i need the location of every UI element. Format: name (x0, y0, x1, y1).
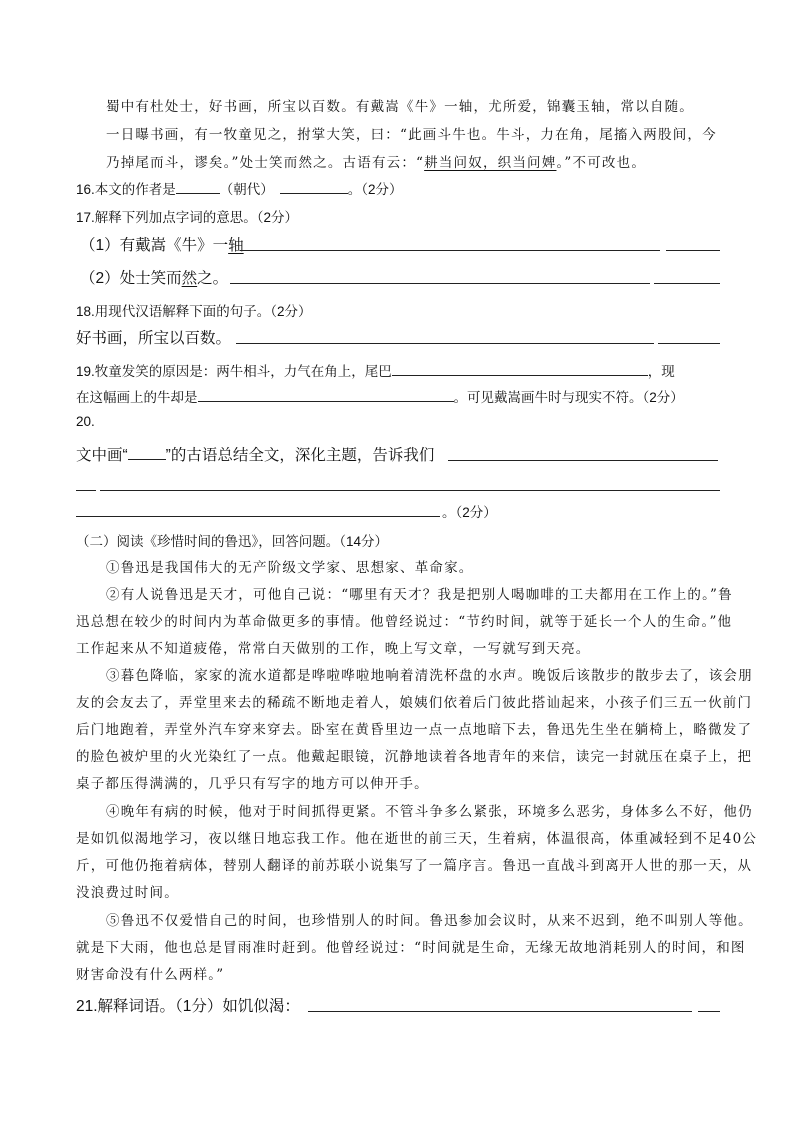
q19-blank-2[interactable] (198, 387, 454, 402)
p4-line-2: 是如饥似渴地学习，夜以继日地忘我工作。他在逝世的前三天，生着病，体温很高，体重减轻到不足40公 (76, 831, 758, 847)
p5-line-3: 财害命没有什么两样。” (76, 967, 225, 983)
q20-score: 。（2分） (442, 505, 497, 520)
q17-answer-line-2[interactable] (230, 283, 650, 284)
q18-sentence: 好书画，所宝以百数。 (76, 330, 232, 347)
q16-dynasty-blank[interactable] (280, 179, 348, 194)
q17-item-1 (80, 233, 244, 255)
p2-line-1: ②有人说鲁迅是天才，可他自己说：“哪里有天才？我是把别人喝咖啡的工夫都用在工作上的。”鲁 (106, 587, 733, 603)
q17-dotted-word-2: 然 (181, 270, 198, 287)
q18-answer-line-b[interactable] (658, 343, 720, 344)
q16-stem: 16.本文的作者是 (76, 182, 176, 197)
q21-answer-line-b[interactable] (698, 1011, 720, 1012)
passage-line-3 (106, 151, 646, 171)
q19-line-1-end: ，现 (647, 364, 675, 379)
section-2-heading: （二）阅读《珍惜时间的鲁迅》，回答问题。（14分） (76, 534, 389, 549)
p4-line-1: ④晚年有病的时候，他对于时间抓得更紧。不管斗争多么紧张，环境多么恶劣，身体多么不好，他仍 (106, 804, 753, 820)
q20-answer-line-3[interactable] (76, 516, 440, 517)
q19-blank-1[interactable] (392, 361, 648, 376)
question-21: 21.解释词语。（1分）如饥似渴： (76, 998, 300, 1015)
p3-line-3: 后门地跑着，弄堂外汽车穿来穿去。卧室在黄昏里边一点一点地暗下去，鲁迅先生坐在躺椅上，略微发了 (76, 722, 753, 738)
q19-line-2-end: 。可见戴嵩画牛时与现实不符。（2分） (453, 390, 684, 405)
q19-line-1-text: 19.牧童发笑的原因是：两牛相斗，力气在角上，尾巴 (76, 364, 392, 379)
p1-line-1: ①鲁迅是我国伟大的无产阶级文学家、思想家、革命家。 (106, 560, 474, 576)
q17-answer-line-1[interactable] (240, 250, 660, 251)
quoted-proverb: 耕当问奴，织当问婢 (424, 155, 557, 171)
q16-dynasty: （朝代） (219, 182, 274, 197)
q21-answer-line[interactable] (308, 1011, 692, 1012)
q20-text-a: 文中画“ (76, 447, 128, 464)
p3-line-2: 友的会友去了，弄堂里来去的稀疏不断地走着人，娘姨们依着后门彼此搭讪起来，小孩子们三五一伙前门 (76, 695, 753, 711)
q18-answer-line[interactable] (236, 343, 654, 344)
p3-line-1: ③暮色降临，家家的流水道都是哗啦哗啦地响着清洗杯盘的水声。晚饭后该散步的散步去了，该会朋 (106, 668, 753, 684)
q20-answer-line-2b[interactable] (100, 490, 720, 491)
q20-text-b: ”的古语总结全文，深化主题，告诉我们 (165, 447, 435, 464)
passage-line-2: 一日曝书画，有一牧童见之，拊掌大笑，曰：“此画斗牛也。牛斗，力在角，尾搐入两股间，今 (106, 127, 717, 143)
p4-line-3: 斤，可他仍拖着病体，替别人翻译的前苏联小说集写了一篇序言。鲁迅一直战斗到离开人世的那一天，从 (76, 858, 753, 874)
p2-line-3: 工作起来从不知道疲倦，常常白天做别的工作，晚上写文章，一写就写到天亮。 (76, 641, 591, 657)
passage-line-3-a: 乃掉尾而斗，谬矣。”处士笑而然之。古语有云：“ (106, 155, 425, 171)
p5-line-2: 就是下大雨，他也总是冒雨准时赶到。他曾经说过：“时间就是生命，无缘无故地消耗别人的时间，和图 (76, 940, 746, 956)
p3-line-4: 的脸色被炉里的火光染红了一点。他戴起眼镜，沉静地读着各地青年的来信，读完一封就压在桌子上，把 (76, 749, 753, 765)
p2-line-2: 迅总想在较少的时间内为革命做更多的事情。他曾经说过：“节约时间，就等于延长一个人的生命。”他 (76, 614, 733, 630)
question-19-line-1 (76, 360, 675, 380)
q17-item-1-text: （1）有戴嵩《牛》一 (80, 237, 229, 254)
p4-line-4: 没浪费过时间。 (76, 885, 179, 901)
question-16 (76, 178, 403, 198)
question-19-line-2 (76, 386, 684, 406)
q20-answer-line-2a[interactable] (76, 490, 96, 491)
question-17-stem: 17.解释下列加点字词的意思。（2分） (76, 210, 299, 225)
q17-item-2-text: （2）处士笑而 (80, 270, 182, 287)
question-20-number: 20. (76, 414, 95, 429)
q20-quote-blank[interactable] (128, 445, 166, 460)
q19-line-2-text: 在这幅画上的牛却是 (76, 390, 198, 405)
q17-answer-line-2b[interactable] (654, 283, 720, 284)
q17-item-2-end: 之。 (197, 270, 229, 287)
q17-item-2 (80, 266, 228, 288)
question-18-stem: 18.用现代汉语解释下面的句子。（2分） (76, 304, 312, 319)
p5-line-1: ⑤鲁迅不仅爱惜自己的时间，也珍惜别人的时间。鲁迅参加会议时，从来不迟到，绝不叫别人等他。 (106, 913, 753, 929)
q16-author-blank[interactable] (176, 179, 220, 194)
p3-line-5: 桌子都压得满满的，几乎只有写字的地方可以伸开手。 (76, 776, 429, 792)
q17-dotted-word-1: 轴 (228, 237, 244, 254)
q20-answer-line-1[interactable] (448, 460, 718, 461)
q16-score: 。（2分） (347, 182, 403, 197)
passage-line-3-b: 。”不可改也。 (556, 155, 647, 171)
passage-line-1: 蜀中有杜处士，好书画，所宝以百数。有戴嵩《牛》一轴，尤所爱，锦囊玉轴，常以自随。 (106, 99, 694, 115)
question-20-line-1 (76, 443, 434, 465)
q17-answer-line-1b[interactable] (666, 250, 720, 251)
